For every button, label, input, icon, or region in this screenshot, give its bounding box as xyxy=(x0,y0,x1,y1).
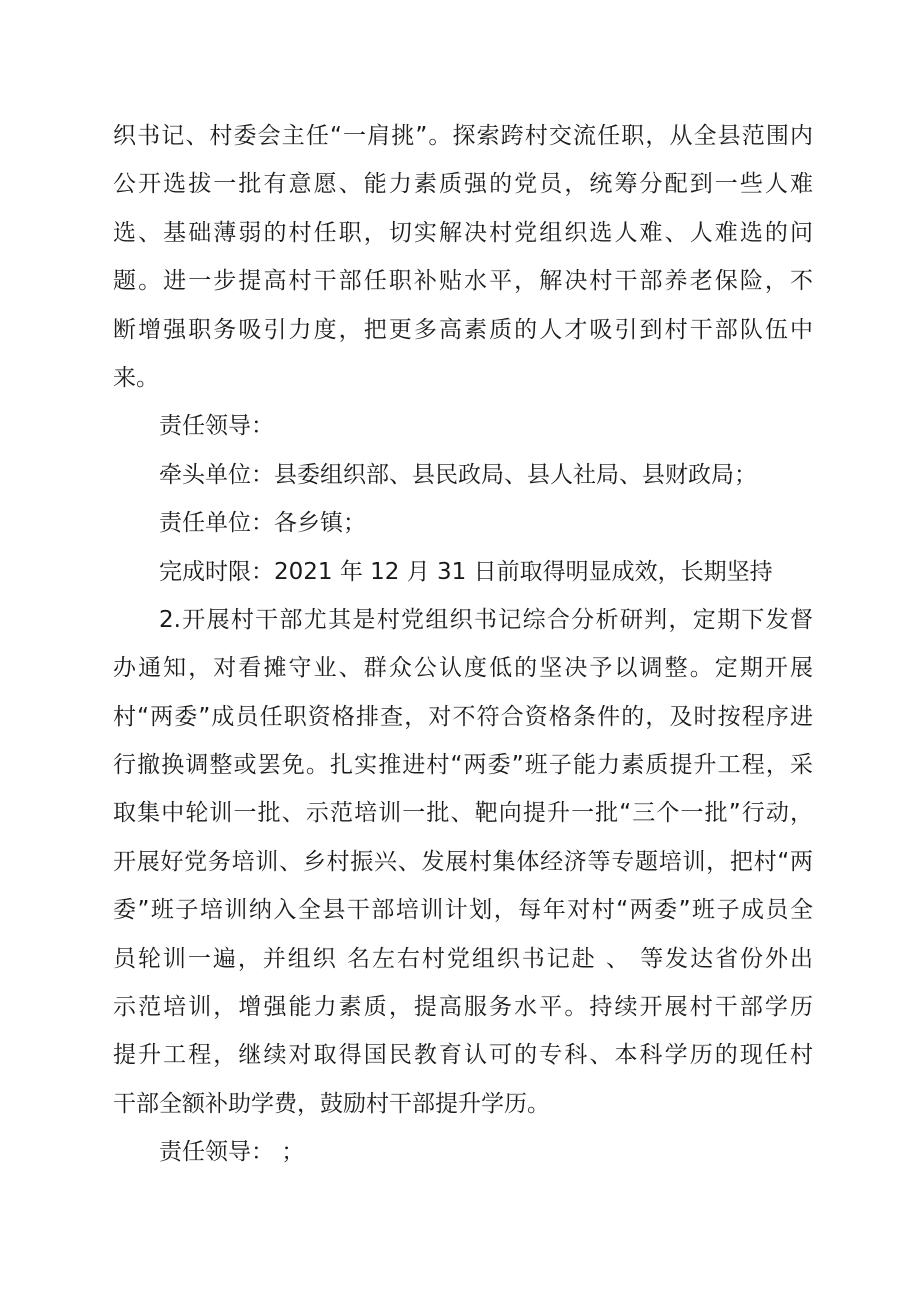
paragraph-line: 取集中轮训一批、示范培训一批、靶向提升一批“三个一批”行动， xyxy=(113,800,813,827)
paragraph-line: 2.开展村干部尤其是村党组织书记综合分析研判，定期下发督 xyxy=(159,606,813,633)
paragraph-line: 公开选拔一批有意愿、能力素质强的党员，统筹分配到一些人难 xyxy=(113,171,813,198)
responsible-leader-label: 责任领导： xyxy=(159,413,274,440)
deadline-line: 完成时限：2021 年 12 月 31 日前取得明显成效，长期坚持 xyxy=(159,558,773,585)
lead-unit-line: 牵头单位：县委组织部、县民政局、县人社局、县财政局； xyxy=(159,461,757,488)
paragraph-line: 示范培训，增强能力素质，提高服务水平。持续开展村干部学历 xyxy=(113,994,813,1021)
paragraph-line: 委”班子培训纳入全县干部培训计划，每年对村“两委”班子成员全 xyxy=(113,897,813,924)
paragraph-line: 干部全额补助学费，鼓励村干部提升学历。 xyxy=(113,1090,550,1117)
paragraph-line: 员轮训一遍，并组织 名左右村党组织书记赴 、 等发达省份外出 xyxy=(113,945,813,972)
paragraph-line: 行撤换调整或罢免。扎实推进村“两委”班子能力素质提升工程，采 xyxy=(113,752,813,779)
paragraph-line: 选、基础薄弱的村任职，切实解决村党组织选人难、人难选的问 xyxy=(113,219,813,246)
paragraph-line: 断增强职务吸引力度，把更多高素质的人才吸引到村干部队伍中 xyxy=(113,316,813,343)
document-body xyxy=(113,112,813,1177)
paragraph-line: 题。进一步提高村干部任职补贴水平，解决村干部养老保险，不 xyxy=(113,268,813,295)
paragraph-line: 提升工程，继续对取得国民教育认可的专科、本科学历的现任村 xyxy=(113,1042,813,1069)
paragraph-line: 村“两委”成员任职资格排查，对不符合资格条件的，及时按程序进 xyxy=(113,703,813,730)
paragraph-line: 织书记、村委会主任“一肩挑”。探索跨村交流任职，从全县范围内 xyxy=(113,123,813,149)
paragraph-line: 办通知，对看摊守业、群众公认度低的坚决予以调整。定期开展 xyxy=(113,655,813,682)
responsible-leader-label: 责任领导： ； xyxy=(159,1139,305,1166)
paragraph-line: 开展好党务培训、乡村振兴、发展村集体经济等专题培训，把村“两 xyxy=(113,848,813,875)
paragraph-line: 来。 xyxy=(113,364,159,391)
responsible-unit-line: 责任单位：各乡镇； xyxy=(159,510,366,537)
